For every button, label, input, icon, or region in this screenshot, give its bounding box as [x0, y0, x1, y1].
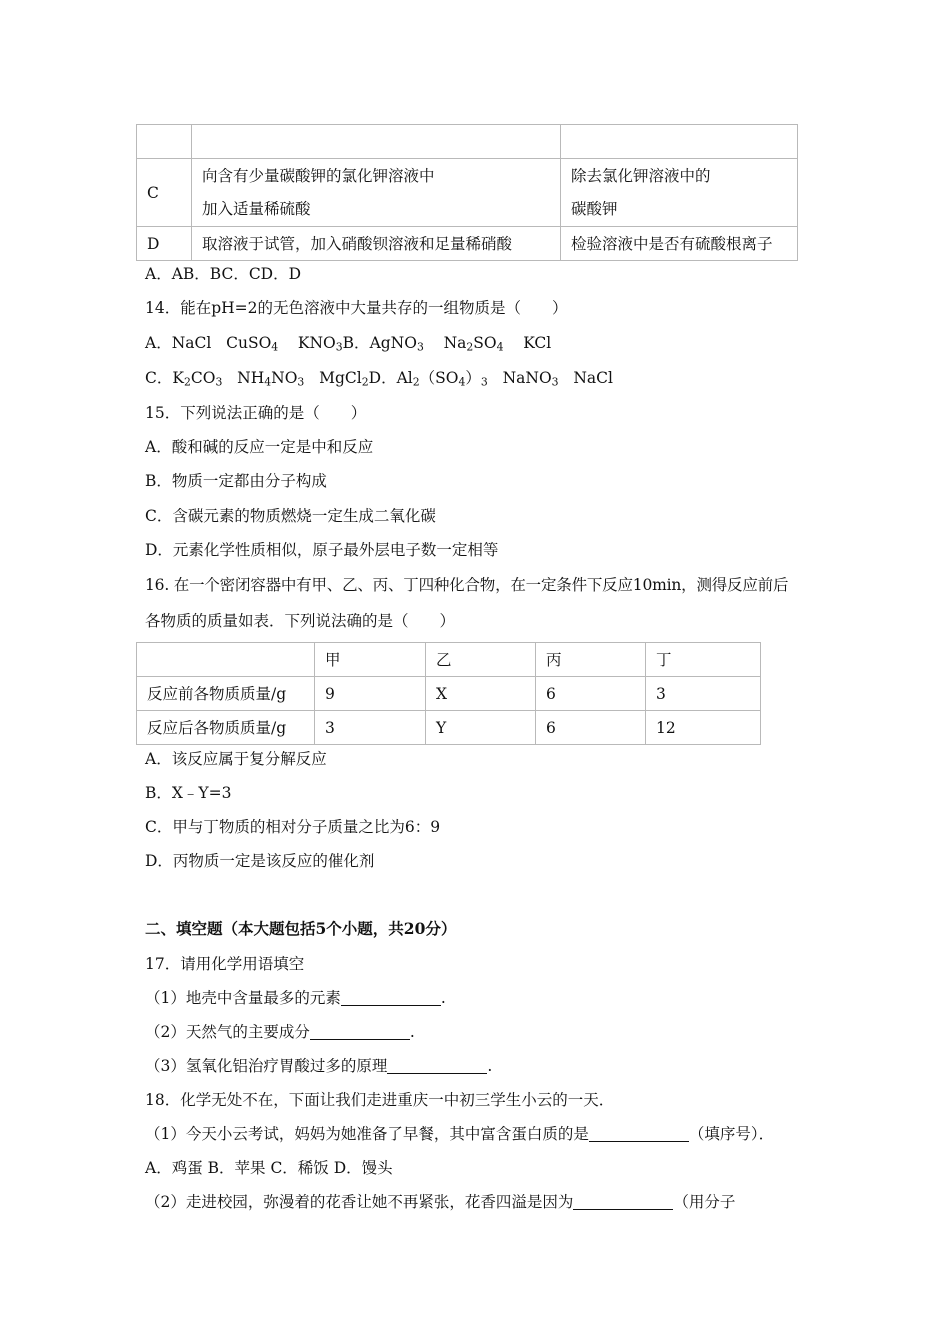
formula: $K_2CO_3$ [172, 369, 223, 389]
formula: NaCl [171, 334, 212, 352]
option-label: B． [342, 334, 370, 352]
q17-part3: （3）氢氧化铝治疗胃酸过多的原理 . [145, 1057, 493, 1075]
q15-option-c: C．含碳元素的物质燃烧一定生成二氧化碳 [145, 507, 436, 525]
q13-options: A．AB．BC．CD．D [145, 265, 302, 283]
table-cell: 9 [315, 677, 426, 711]
q14-stem: 14．能在pH=2的无色溶液中大量共存的一组物质是（ ） [145, 299, 568, 317]
formula: NaCl [573, 369, 613, 387]
q14-options-ab [145, 333, 551, 353]
formula: MgCl$_2$ [319, 369, 369, 389]
formula: CuSO$_4$ [226, 334, 279, 354]
option-label: A． [145, 334, 172, 352]
formula: NaNO$_3$ [502, 369, 559, 389]
formula: AgNO$_3$ [369, 334, 424, 354]
q14-options-cd [145, 368, 613, 388]
table-cell: 3 [646, 677, 761, 711]
section-title: 二、填空题（本大题包括5个小题，共20分） [145, 919, 457, 938]
answer-blank[interactable] [341, 989, 441, 1006]
table-header: 丁 [646, 643, 761, 677]
table-cell [137, 125, 192, 159]
formula: $NH_4NO_3$ [237, 369, 305, 389]
table-cell [192, 125, 561, 159]
formula: KCl [523, 334, 552, 352]
cell-line: 碳酸钾 [571, 199, 618, 218]
table-cell: 6 [536, 711, 646, 745]
answer-blank[interactable] [573, 1193, 673, 1210]
q18-stem: 18．化学无处不在，下面让我们走进重庆一中初三学生小云的一天． [145, 1091, 615, 1109]
option-label: D． [368, 369, 397, 387]
table-header: 甲 [315, 643, 426, 677]
table-header [137, 643, 315, 677]
table-header: 丙 [536, 643, 646, 677]
cell-line: 加入适量稀硫酸 [202, 199, 311, 218]
table-row [137, 677, 761, 711]
table-cell [561, 159, 798, 227]
table-cell [561, 125, 798, 159]
table-cell: C [137, 159, 192, 227]
mass-table [136, 642, 761, 745]
answer-blank[interactable] [589, 1125, 689, 1142]
cell-line: 向含有少量碳酸钾的氯化钾溶液中 [202, 166, 435, 185]
option-label: C． [145, 369, 173, 387]
q18-part2: （2）走进校园，弥漫着的花香让她不再紧张，花香四溢是因为 （用分子 [145, 1193, 736, 1211]
table-cell [192, 159, 561, 227]
q16-option-b: B．X﹣Y=3 [145, 784, 232, 802]
q17-part2: （2）天然气的主要成分 . [145, 1023, 415, 1041]
table-cell: X [426, 677, 536, 711]
table-cell: 6 [536, 677, 646, 711]
answer-blank[interactable] [310, 1023, 410, 1040]
table-cell: 12 [646, 711, 761, 745]
formula: $Al_2(SO_4)_3$ [396, 369, 488, 389]
formula: $KNO_3$ [297, 334, 343, 354]
q16-option-c: C．甲与丁物质的相对分子质量之比为6：9 [145, 818, 441, 836]
answer-blank[interactable] [387, 1057, 487, 1074]
table-cell: 反应后各物质质量/g [137, 711, 315, 745]
q16-stem-line1: 16. 在一个密闭容器中有甲、乙、丙、丁四种化合物，在一定条件下反应10min，测得反应前后 [145, 576, 789, 594]
table-cell: D [137, 227, 192, 261]
cell-line: 除去氯化钾溶液中的 [571, 166, 711, 185]
table-cell: Y [426, 711, 536, 745]
q16-option-a: A．该反应属于复分解反应 [145, 750, 327, 768]
q17-stem: 17．请用化学用语填空 [145, 955, 305, 973]
q16-option-d: D．丙物质一定是该反应的催化剂 [145, 852, 375, 870]
q16-stem-line2: 各物质的质量如表．下列说法确的是（ ） [145, 612, 456, 630]
q15-option-a: A．酸和碱的反应一定是中和反应 [145, 438, 374, 456]
experiment-table [136, 124, 798, 261]
table-cell: 反应前各物质质量/g [137, 677, 315, 711]
table-row [137, 711, 761, 745]
q15-option-b: B．物质一定都由分子构成 [145, 472, 327, 490]
table-cell: 3 [315, 711, 426, 745]
q18-options: A．鸡蛋 B．苹果 C．稀饭 D．馒头 [145, 1159, 393, 1177]
q17-part1: （1）地壳中含量最多的元素 . [145, 989, 446, 1007]
table-header: 乙 [426, 643, 536, 677]
formula: $Na_2SO_4$ [443, 334, 504, 354]
table-cell: 检验溶液中是否有硫酸根离子 [561, 227, 798, 261]
table-cell: 取溶液于试管，加入硝酸钡溶液和足量稀硝酸 [192, 227, 561, 261]
q18-part1: （1）今天小云考试，妈妈为她准备了早餐，其中富含蛋白质的是 （填序号）． [145, 1125, 775, 1143]
q15-option-d: D．元素化学性质相似，原子最外层电子数一定相等 [145, 541, 499, 559]
q15-stem: 15．下列说法正确的是（ ） [145, 404, 367, 422]
